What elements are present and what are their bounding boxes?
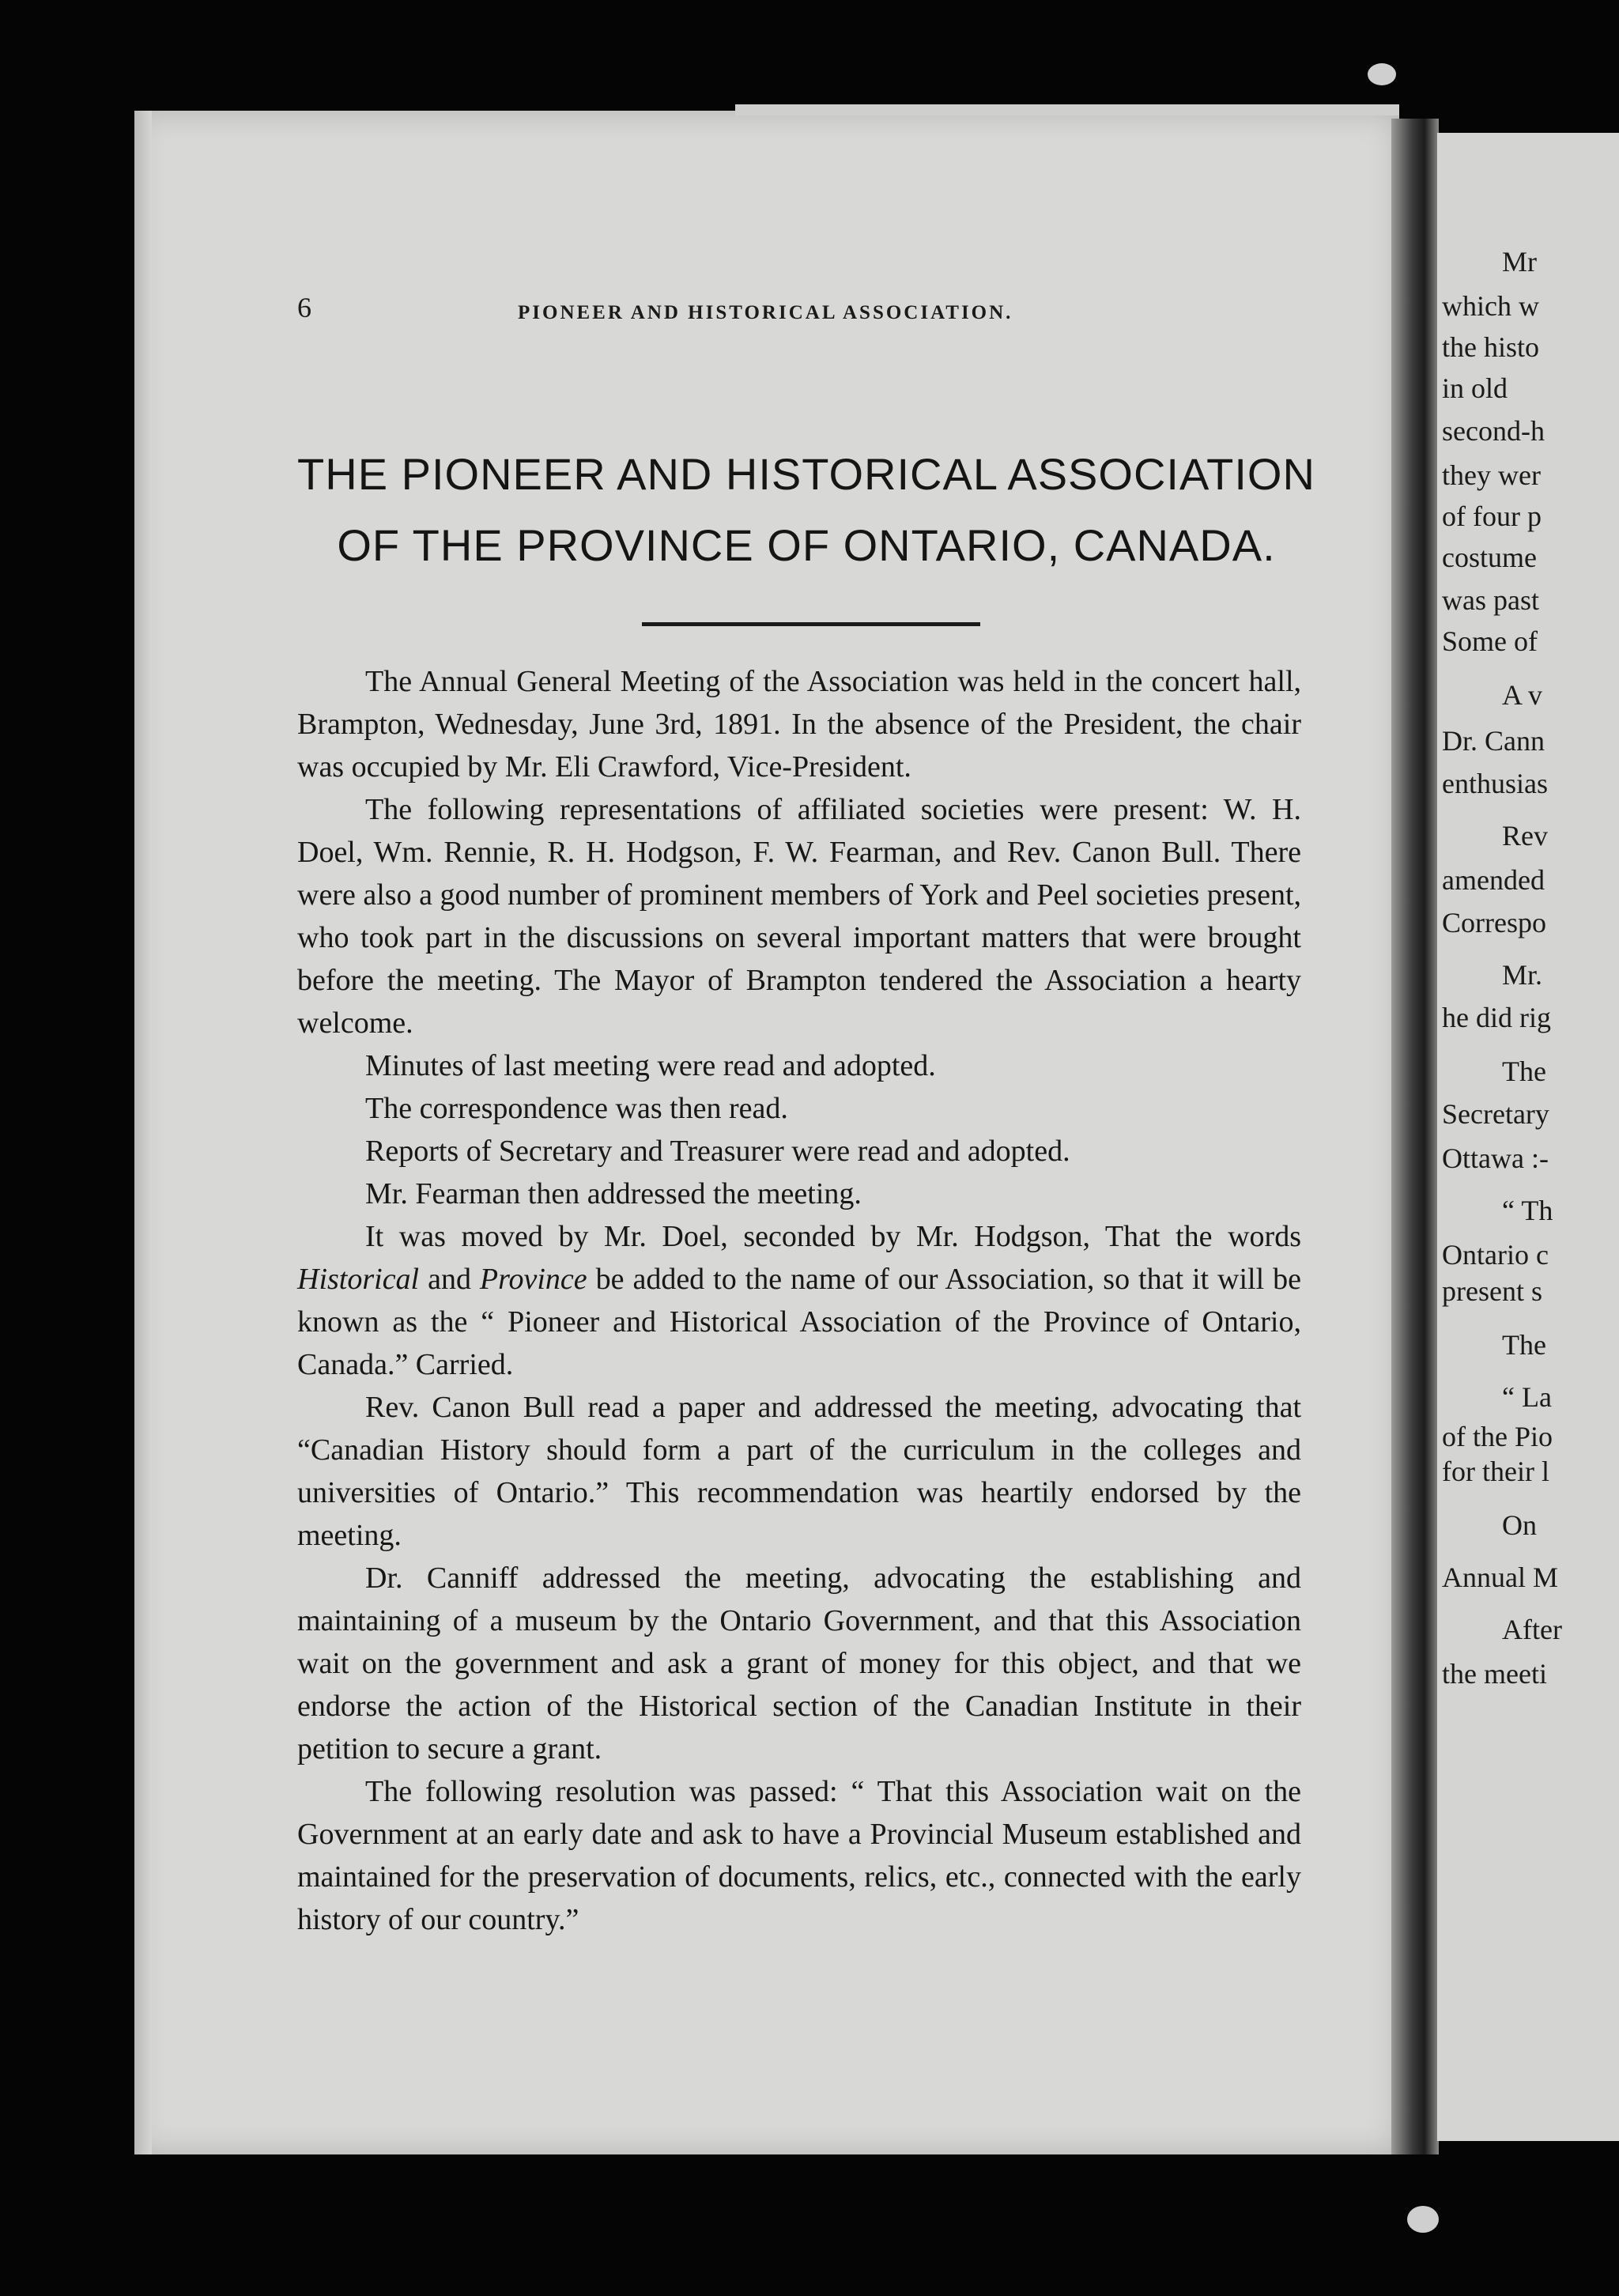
facing-page-line: costume [1442,542,1537,573]
facing-page-line: the meeti [1442,1658,1547,1690]
dust-speck [1368,63,1396,85]
paragraph-meeting: The Annual General Meeting of the Association was held in the concert hall, Brampton, Wednesday, June 3rd, 1891. In the absence of the President, the chair was occupied by Mr. Eli Crawford, Vice-President. [297,665,1301,784]
article-title [253,439,1360,581]
facing-page-line: On [1502,1509,1537,1541]
facing-page-line: Ontario c [1442,1239,1549,1271]
facing-page-line: The [1502,1055,1546,1087]
paragraph-resolution: The following resolution was passed: “ That this Association wait on the Government at an early date and ask to have a Provincial Museum established and maintained for the preservation of documents, relics, etc., connected with the early history of our country.” [297,1775,1301,1936]
facing-page-line: enthusias [1442,768,1548,799]
facing-page-line: The [1502,1329,1546,1361]
facing-page-line: the histo [1442,331,1539,363]
title-line-2: OF THE PROVINCE OF ONTARIO, CANADA. [337,520,1276,570]
facing-page-line: Ottawa :- [1442,1142,1549,1174]
facing-page-line: in old [1442,372,1508,404]
facing-page-line: A v [1502,679,1543,711]
dust-speck [1407,2206,1439,2233]
facing-page-line: Correspo [1442,907,1546,938]
facing-page-line: Mr. [1502,959,1543,991]
facing-page-line: was past [1442,584,1539,616]
facing-page-line: Some of [1442,625,1538,657]
facing-page-line: amended [1442,864,1545,896]
paragraph-motion [297,1215,1301,1386]
facing-page-line: of the Pio [1442,1421,1553,1452]
facing-page-line: second-h [1442,415,1545,447]
facing-page-line: which w [1442,290,1539,322]
facing-page-line: Annual M [1442,1562,1558,1593]
facing-page-line: Secretary [1442,1098,1549,1130]
facing-page-line: Rev [1502,820,1548,852]
paragraph-representations: The following representations of affiliated societies were present: W. H. Doel, Wm. Rennie, R. H. Hodgson, F. W. Fearman, and Rev. Canon Bull. There were also a good number of prominent members of York and Peel societies present, who took part in the discussions on several important matters that were brought before the meeting. The Mayor of Brampton tendered the Association a hearty welcome. [297,793,1301,1040]
paragraph-fearman: Mr. Fearman then addressed the meeting. [365,1177,862,1210]
facing-page-line: “ La [1502,1381,1552,1413]
paragraph-canon-bull: Rev. Canon Bull read a paper and addressed the meeting, advocating that “Canadian History should form a part of the curriculum in the colleges and universities of Ontario.” This recommendation was heartily endorsed by the meeting. [297,1391,1301,1552]
page-top-strip [735,104,1399,115]
paragraph-canniff: Dr. Canniff addressed the meeting, advocating the establishing and maintaining of a museum by the Ontario Government, and that this Association wait on the government and ask a grant of money for this object, and that we endorse the action of the Historical section of the Canadian Institute in their petition to secure a grant. [297,1562,1301,1765]
motion-text-before: It was moved by Mr. Doel, seconded by Mr. Hodgson, That the words [365,1220,1301,1253]
facing-page-line: for their l [1442,1456,1549,1487]
left-page-edge [134,111,152,2154]
facing-page-line: present s [1442,1275,1542,1307]
book-gutter [1391,119,1439,2154]
paragraph-correspondence: The correspondence was then read. [365,1092,788,1125]
title-rule [642,622,980,626]
page-number: 6 [297,292,311,323]
facing-page-line: of four p [1442,500,1542,532]
running-head: PIONEER AND HISTORICAL ASSOCIATION. [518,302,1013,323]
title-line-1: THE PIONEER AND HISTORICAL ASSOCIATION [297,449,1315,499]
facing-page [1437,133,1619,2141]
facing-page-line: Mr [1502,246,1537,278]
motion-italic-province: Province [479,1263,587,1296]
motion-text-middle: and [419,1263,480,1296]
facing-page-line: he did rig [1442,1002,1551,1033]
motion-italic-historical: Historical [297,1263,420,1296]
motion-text-after: be added to the name of our Association, so that it will be known as the “ Pioneer and Historical Association of the Province of Ontario, Canada.” Carried. [297,1263,1302,1381]
paragraph-reports: Reports of Secretary and Treasurer were read and adopted. [365,1135,1070,1168]
facing-page-line: they wer [1442,459,1541,491]
article-body [297,660,1301,1941]
paragraph-minutes: Minutes of last meeting were read and adopted. [365,1049,936,1082]
facing-page-line: “ Th [1502,1195,1553,1226]
facing-page-line: After [1502,1614,1562,1645]
facing-page-line: Dr. Cann [1442,725,1545,757]
